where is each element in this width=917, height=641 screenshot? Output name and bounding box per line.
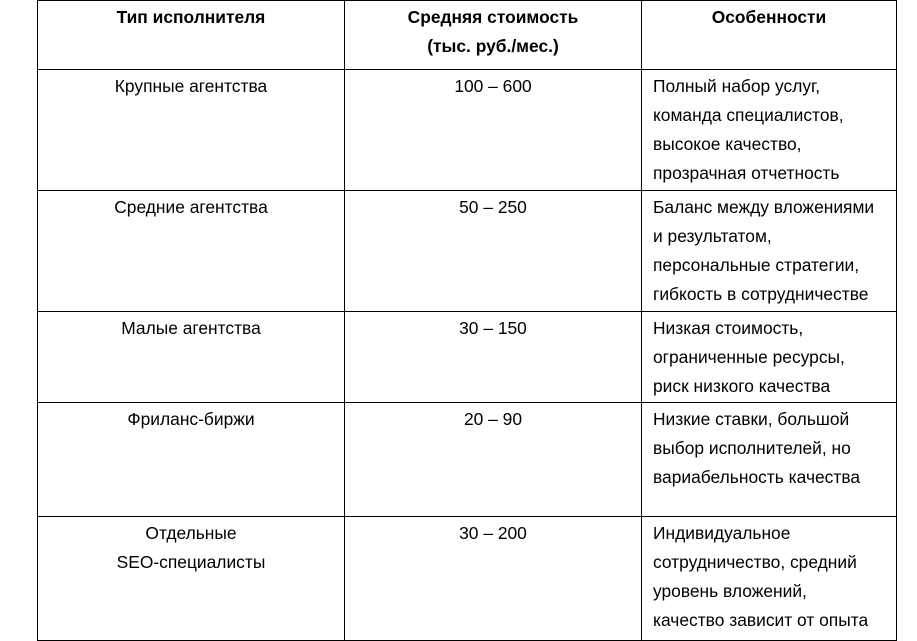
cell-features <box>642 70 897 191</box>
header-cost-line-1: Средняя стоимость <box>407 7 579 27</box>
feature-line: сотрудничество, средний <box>653 552 857 572</box>
feature-line: вариабельность качества <box>653 467 861 487</box>
feature-line: Баланс между вложениями <box>653 197 875 217</box>
cell-cost <box>345 70 642 191</box>
type-line: Средние агентства <box>114 197 268 217</box>
header-features-text: Особенности <box>711 7 827 27</box>
header-features <box>642 1 897 70</box>
feature-line: прозрачная отчетность <box>653 163 840 183</box>
table-row <box>38 312 897 403</box>
feature-line: уровень вложений, <box>653 581 807 601</box>
cell-cost <box>345 403 642 517</box>
feature-line: Полный набор услуг, <box>653 76 821 96</box>
cell-cost <box>345 312 642 403</box>
table-row <box>38 191 897 312</box>
table-row <box>38 70 897 191</box>
cell-features <box>642 312 897 403</box>
cell-type <box>38 312 345 403</box>
cell-cost <box>345 517 642 641</box>
header-cost-line-2: (тыс. руб./мес.) <box>427 36 559 56</box>
table-row <box>38 403 897 517</box>
cell-type <box>38 517 345 641</box>
header-cost <box>345 1 642 70</box>
feature-line: и результатом, <box>653 226 772 246</box>
feature-line: высокое качество, <box>653 134 802 154</box>
type-line: Фриланс-биржи <box>127 409 255 429</box>
type-line: Малые агентства <box>121 318 261 338</box>
cell-type <box>38 403 345 517</box>
feature-line: Низкая стоимость, <box>653 318 804 338</box>
cost-value: 30 – 150 <box>459 318 527 338</box>
header-type-text: Тип исполнителя <box>116 7 266 27</box>
table-row <box>38 517 897 641</box>
pricing-table <box>37 0 897 641</box>
feature-line: команда специалистов, <box>653 105 844 125</box>
cell-features <box>642 403 897 517</box>
cost-value: 30 – 200 <box>459 523 527 543</box>
type-line: Крупные агентства <box>114 76 268 96</box>
feature-line: качество зависит от опыта <box>653 610 869 630</box>
feature-line: Индивидуальное <box>653 523 791 543</box>
header-type <box>38 1 345 70</box>
feature-line: персональные стратегии, <box>653 255 860 275</box>
feature-line: гибкость в сотрудничестве <box>653 284 869 304</box>
feature-line: Низкие ставки, большой <box>653 409 850 429</box>
cell-features <box>642 517 897 641</box>
type-line: Отдельные <box>145 523 237 543</box>
feature-line: выбор исполнителей, но <box>653 438 851 458</box>
cell-type <box>38 70 345 191</box>
table-header-row <box>38 1 897 70</box>
cell-cost <box>345 191 642 312</box>
cell-features <box>642 191 897 312</box>
cell-type <box>38 191 345 312</box>
cost-value: 100 – 600 <box>454 76 532 96</box>
cost-value: 50 – 250 <box>459 197 527 217</box>
type-line: SEO-специалисты <box>116 552 266 572</box>
feature-line: ограниченные ресурсы, <box>653 347 845 367</box>
feature-line: риск низкого качества <box>653 376 831 396</box>
cost-value: 20 – 90 <box>463 409 523 429</box>
